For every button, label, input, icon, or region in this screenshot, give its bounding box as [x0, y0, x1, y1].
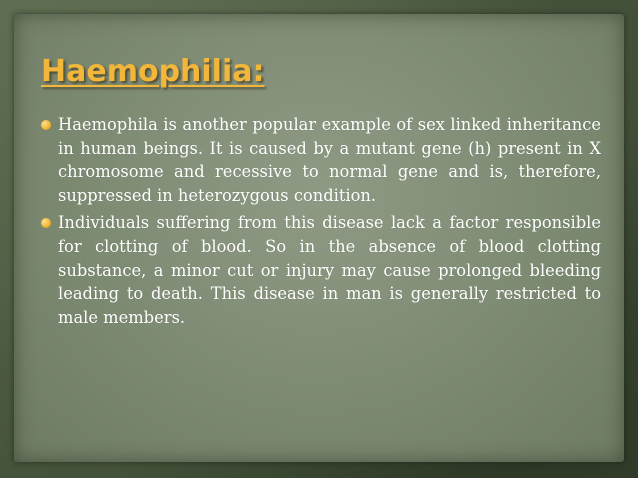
- bullet-text: Haemophila is another popular example of sex linked inheritance in human beings. It is caused by a mutant gene (h) present in X chromosome and recessive to normal gene and is, therefore, suppressed in heterozygous condition.: [58, 115, 601, 205]
- bullet-item: [41, 211, 601, 329]
- bullet-item: [41, 113, 601, 207]
- bullet-dot-icon: [41, 120, 51, 130]
- bullet-dot-icon: [41, 218, 51, 228]
- bullet-list: [41, 113, 601, 333]
- slide-title: Haemophilia:: [41, 54, 265, 89]
- bullet-text: Individuals suffering from this disease lack a factor responsible for clotting of blood. So in the absence of blood clotting substance, a minor cut or injury may cause prolonged bleeding leading to death. This disease in man is generally restricted to male members.: [58, 213, 601, 327]
